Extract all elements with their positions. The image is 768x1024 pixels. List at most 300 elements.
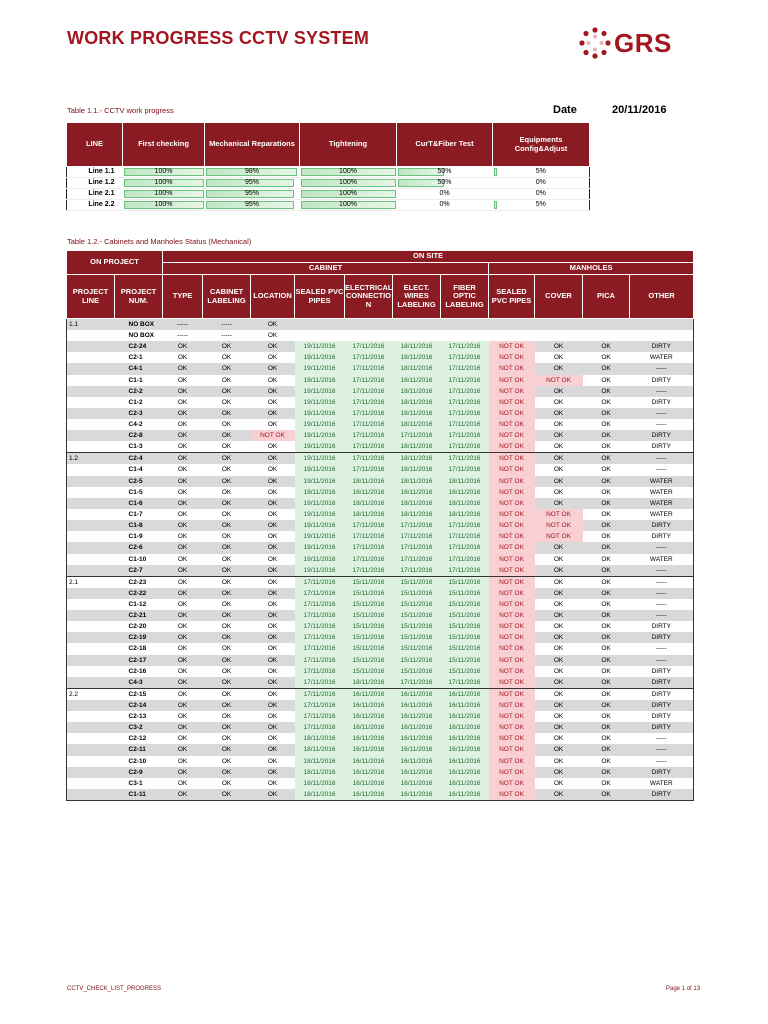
elect-wires-labeling-cell: 17/11/2016	[393, 531, 441, 542]
fiber-optic-labeling-cell: 17/11/2016	[441, 363, 489, 374]
project-line-cell	[67, 565, 115, 577]
cabinet-labeling-cell: OK	[203, 430, 251, 441]
manhole-sealed-pvc-cell: NOT OK	[489, 419, 535, 430]
cover-cell: OK	[535, 476, 583, 487]
cover-cell: OK	[553, 757, 564, 765]
status-row	[67, 565, 694, 577]
cabinet-labeling-cell: OK	[203, 363, 251, 374]
fiber-optic-labeling-cell: 17/11/2016	[441, 453, 489, 465]
sealed-pvc-date-cell: 19/11/2016	[295, 441, 345, 453]
status-row	[67, 700, 694, 711]
elect-wires-labeling-cell: 16/11/2016	[393, 789, 441, 801]
cabinet-labeling-cell: OK	[221, 398, 232, 406]
elect-wires-labeling-cell: 18/11/2016	[393, 476, 441, 487]
sealed-pvc-date-cell: 17/11/2016	[295, 666, 345, 677]
status-row	[67, 744, 694, 755]
other-cell: -----	[630, 565, 694, 577]
other-cell: -----	[630, 542, 694, 553]
status-row	[67, 688, 694, 700]
cabinet-labeling-cell: OK	[221, 511, 232, 519]
other-cell: -----	[630, 464, 694, 475]
project-num-cell: C2-10	[128, 757, 147, 765]
elect-wires-labeling-cell: 18/11/2016	[393, 453, 441, 465]
electrical-connection-cell: 15/11/2016	[345, 588, 393, 599]
manhole-sealed-pvc-cell: NOT OK	[489, 531, 535, 542]
progress-cell	[123, 189, 205, 200]
location-cell: OK	[251, 610, 295, 621]
table2-caption: Table 1.2.- Cabinets and Manholes Status (Mechanical)	[67, 237, 252, 246]
project-num-cell: C2-1	[128, 354, 143, 362]
cover-cell: OK	[535, 386, 583, 397]
project-num-cell: C2-24	[115, 341, 163, 352]
progress-row	[67, 189, 590, 200]
project-line-cell	[67, 509, 115, 520]
electrical-connection-cell: 17/11/2016	[345, 531, 393, 542]
project-line-cell	[67, 341, 115, 352]
status-row	[67, 319, 694, 331]
progress-value: 100%	[339, 168, 357, 175]
project-line-cell: 1.2	[67, 453, 115, 465]
cover-cell: OK	[553, 466, 564, 474]
progress-cell	[205, 178, 300, 189]
manhole-sealed-pvc-cell: NOT OK	[489, 520, 535, 531]
manhole-sealed-pvc-cell	[489, 330, 535, 341]
other-cell: WATER	[630, 554, 694, 565]
status-row	[67, 576, 694, 588]
elect-wires-labeling-cell: 15/11/2016	[393, 666, 441, 677]
fiber-optic-labeling-cell: 17/11/2016	[441, 397, 489, 408]
electrical-connection-cell: 18/11/2016	[345, 476, 393, 487]
type-cell: OK	[163, 655, 203, 666]
manhole-sealed-pvc-cell: NOT OK	[489, 375, 535, 386]
location-cell: OK	[251, 408, 295, 419]
sealed-pvc-date-cell: 19/11/2016	[295, 386, 345, 397]
project-line-cell	[67, 330, 115, 341]
manhole-sealed-pvc-cell: NOT OK	[489, 688, 535, 700]
type-cell: OK	[177, 488, 188, 496]
other-cell: DIRTY	[630, 767, 694, 778]
electrical-connection-cell: 18/11/2016	[345, 487, 393, 498]
other-cell: -----	[630, 576, 694, 588]
table1-col-header: First checking	[123, 123, 205, 167]
project-line-cell	[67, 352, 115, 363]
cover-cell: OK	[535, 722, 583, 733]
project-line-cell	[67, 375, 115, 386]
elect-wires-labeling-cell	[393, 319, 441, 331]
on-site-header: ON SITE	[163, 251, 694, 263]
pica-cell: OK	[583, 476, 630, 487]
elect-wires-labeling-cell	[393, 330, 441, 341]
project-line-cell	[67, 789, 115, 801]
fiber-optic-labeling-cell: 17/11/2016	[441, 554, 489, 565]
manhole-sealed-pvc-cell: NOT OK	[489, 643, 535, 654]
elect-wires-labeling-cell: 18/11/2016	[393, 509, 441, 520]
status-row	[67, 621, 694, 632]
elect-wires-labeling-cell: 15/11/2016	[393, 643, 441, 654]
other-cell: DIRTY	[630, 722, 694, 733]
electrical-connection-cell	[345, 319, 393, 331]
cover-cell: NOT OK	[535, 531, 583, 542]
other-cell	[630, 319, 694, 331]
project-num-cell: C1-12	[128, 600, 147, 608]
progress-table	[66, 122, 590, 211]
project-line-cell	[67, 767, 115, 778]
cover-cell: OK	[553, 779, 564, 787]
manhole-sealed-pvc-cell: NOT OK	[489, 610, 535, 621]
project-line-cell	[67, 441, 115, 453]
fiber-optic-labeling-cell: 15/11/2016	[441, 576, 489, 588]
status-row	[67, 531, 694, 542]
pica-cell: OK	[583, 655, 630, 666]
location-cell: OK	[267, 533, 278, 541]
location-cell: OK	[251, 688, 295, 700]
other-cell: WATER	[630, 509, 694, 520]
fiber-optic-labeling-cell: 18/11/2016	[441, 498, 489, 509]
location-cell: OK	[267, 488, 278, 496]
cover-cell: OK	[553, 667, 564, 675]
progress-cell	[397, 178, 493, 189]
electrical-connection-cell: 16/11/2016	[345, 700, 393, 711]
pica-cell: OK	[583, 722, 630, 733]
fiber-optic-labeling-cell: 17/11/2016	[441, 565, 489, 577]
sealed-pvc-date-cell: 19/11/2016	[295, 509, 345, 520]
type-cell: OK	[163, 386, 203, 397]
sealed-pvc-date-cell: 19/11/2016	[295, 430, 345, 441]
footer-page-number: Page 1 of 13	[666, 986, 701, 992]
electrical-connection-cell: 16/11/2016	[345, 711, 393, 722]
sealed-pvc-date-cell: 17/11/2016	[295, 643, 345, 654]
elect-wires-labeling-cell: 18/11/2016	[393, 386, 441, 397]
type-cell: OK	[163, 363, 203, 374]
elect-wires-labeling-cell: 16/11/2016	[393, 700, 441, 711]
project-line-cell	[67, 655, 115, 666]
project-num-cell: C2-6	[115, 542, 163, 553]
sealed-pvc-date-cell: 18/11/2016	[295, 756, 345, 767]
manhole-sealed-pvc-cell: NOT OK	[489, 487, 535, 498]
fiber-optic-labeling-cell: 16/11/2016	[441, 744, 489, 755]
table1-col-header: Equipments Config&Adjust	[493, 123, 590, 167]
sealed-pvc-date-cell: 19/11/2016	[295, 363, 345, 374]
project-num-cell: C2-22	[115, 588, 163, 599]
cabinet-labeling-cell: OK	[203, 408, 251, 419]
sealed-pvc-date-cell: 19/11/2016	[295, 419, 345, 430]
fiber-optic-labeling-cell: 18/11/2016	[441, 476, 489, 487]
electrical-connection-cell: 18/11/2016	[345, 677, 393, 689]
elect-wires-labeling-cell: 16/11/2016	[393, 711, 441, 722]
project-num-cell: C2-5	[115, 476, 163, 487]
cover-cell: OK	[535, 576, 583, 588]
electrical-connection-cell: 15/11/2016	[345, 621, 393, 632]
type-cell: OK	[163, 408, 203, 419]
cabinet-labeling-cell: OK	[221, 667, 232, 675]
project-num-cell: C2-15	[115, 688, 163, 700]
fiber-optic-labeling-cell: 18/11/2016	[441, 487, 489, 498]
project-num-cell: C2-23	[115, 576, 163, 588]
location-cell: OK	[267, 466, 278, 474]
progress-value: 5%	[535, 201, 546, 208]
manhole-sealed-pvc-cell: NOT OK	[489, 778, 535, 789]
elect-wires-labeling-cell: 16/11/2016	[393, 778, 441, 789]
pica-cell: OK	[583, 789, 630, 801]
cover-cell: OK	[535, 542, 583, 553]
location-cell: OK	[267, 555, 278, 563]
electrical-connection-cell: 17/11/2016	[345, 397, 393, 408]
fiber-optic-labeling-cell: 17/11/2016	[441, 341, 489, 352]
progress-value: 100%	[339, 190, 357, 197]
elect-wires-labeling-cell: 18/11/2016	[393, 397, 441, 408]
project-num-cell: C2-4	[115, 453, 163, 465]
progress-cell	[300, 200, 397, 211]
location-cell: OK	[251, 363, 295, 374]
cover-cell: NOT OK	[535, 520, 583, 531]
progress-value: 100%	[339, 201, 357, 208]
other-cell: DIRTY	[630, 397, 694, 408]
project-num-cell: C1-7	[128, 511, 143, 519]
progress-value: 100%	[339, 179, 357, 186]
electrical-connection-cell: 17/11/2016	[345, 542, 393, 553]
progress-line-label: Line 2.2	[67, 200, 123, 211]
project-line-cell: 2.1	[67, 576, 115, 588]
electrical-connection-cell: 17/11/2016	[345, 464, 393, 475]
other-cell: -----	[630, 453, 694, 465]
project-line-cell	[67, 599, 115, 610]
project-num-cell: C4-2	[128, 421, 143, 429]
project-line-cell	[67, 744, 115, 755]
location-cell: OK	[267, 332, 278, 340]
table1-col-header: LINE	[67, 123, 123, 167]
location-cell: OK	[267, 421, 278, 429]
location-cell: OK	[267, 376, 278, 384]
fiber-optic-labeling-cell: 17/11/2016	[441, 520, 489, 531]
electrical-connection-cell: 17/11/2016	[345, 441, 393, 453]
cabinet-labeling-cell: OK	[203, 565, 251, 577]
pica-cell: OK	[583, 677, 630, 689]
project-num-cell: C1-11	[115, 789, 163, 801]
pica-cell: OK	[601, 398, 611, 406]
sealed-pvc-date-cell: 19/11/2016	[295, 453, 345, 465]
progress-cell	[300, 178, 397, 189]
table2-col-header: PROJECT NUM.	[115, 275, 163, 319]
cover-cell: OK	[553, 645, 564, 653]
cover-cell: OK	[535, 789, 583, 801]
project-num-cell: C3-1	[128, 779, 143, 787]
manhole-sealed-pvc-cell: NOT OK	[489, 711, 535, 722]
status-row	[67, 397, 694, 408]
electrical-connection-cell: 15/11/2016	[345, 643, 393, 654]
electrical-connection-cell: 16/11/2016	[345, 789, 393, 801]
fiber-optic-labeling-cell: 17/11/2016	[441, 441, 489, 453]
fiber-optic-labeling-cell: 16/11/2016	[441, 711, 489, 722]
location-cell: OK	[251, 542, 295, 553]
progress-line-label: Line 1.2	[67, 178, 123, 189]
location-cell: NOT OK	[251, 430, 295, 441]
project-num-cell: C4-1	[115, 363, 163, 374]
progress-value: 0%	[535, 190, 546, 197]
elect-wires-labeling-cell: 16/11/2016	[393, 688, 441, 700]
elect-wires-labeling-cell: 17/11/2016	[393, 430, 441, 441]
cabinet-labeling-cell: OK	[203, 655, 251, 666]
type-cell: OK	[163, 542, 203, 553]
table2-col-header: OTHER	[630, 275, 694, 319]
location-cell: OK	[251, 319, 295, 331]
status-row	[67, 341, 694, 352]
elect-wires-labeling-cell: 18/11/2016	[393, 363, 441, 374]
cabinet-labeling-cell: OK	[221, 645, 232, 653]
pica-cell: OK	[601, 735, 611, 743]
location-cell: OK	[251, 722, 295, 733]
cabinet-labeling-cell: -----	[221, 332, 232, 340]
cabinet-labeling-cell: OK	[221, 421, 232, 429]
cover-cell: OK	[535, 453, 583, 465]
table2-col-header: ELECT. WIRES LABELING	[393, 275, 441, 319]
status-row	[67, 588, 694, 599]
elect-wires-labeling-cell: 15/11/2016	[393, 588, 441, 599]
type-cell: OK	[177, 623, 188, 631]
pica-cell: OK	[583, 610, 630, 621]
other-cell: -----	[630, 599, 694, 610]
cabinet-labeling-cell: OK	[203, 453, 251, 465]
project-line-cell	[67, 733, 115, 744]
sealed-pvc-date-cell: 19/11/2016	[295, 487, 345, 498]
project-num-cell: C2-14	[115, 700, 163, 711]
status-row	[67, 509, 694, 520]
elect-wires-labeling-cell: 18/11/2016	[393, 464, 441, 475]
progress-cell	[205, 200, 300, 211]
progress-cell	[397, 167, 493, 178]
electrical-connection-cell: 17/11/2016	[345, 363, 393, 374]
sealed-pvc-date-cell: 19/11/2016	[295, 565, 345, 577]
elect-wires-labeling-cell: 18/11/2016	[393, 352, 441, 363]
electrical-connection-cell: 15/11/2016	[345, 666, 393, 677]
pica-cell	[583, 330, 630, 341]
sealed-pvc-date-cell: 17/11/2016	[295, 711, 345, 722]
progress-cell	[300, 189, 397, 200]
manhole-sealed-pvc-cell: NOT OK	[489, 498, 535, 509]
project-num-cell: NO BOX	[128, 332, 155, 340]
pica-cell: OK	[583, 565, 630, 577]
pica-cell: OK	[583, 767, 630, 778]
cover-cell: OK	[535, 744, 583, 755]
progress-cell	[300, 167, 397, 178]
electrical-connection-cell: 15/11/2016	[345, 655, 393, 666]
progress-value: 0%	[535, 179, 546, 186]
other-cell: WATER	[630, 487, 694, 498]
pica-cell: OK	[601, 667, 611, 675]
fiber-optic-labeling-cell: 16/11/2016	[441, 789, 489, 801]
sealed-pvc-date-cell: 19/11/2016	[295, 520, 345, 531]
manhole-sealed-pvc-cell: NOT OK	[489, 599, 535, 610]
project-num-cell: C2-20	[128, 623, 147, 631]
cover-cell: OK	[535, 498, 583, 509]
cabinet-labeling-cell: OK	[203, 610, 251, 621]
project-num-cell: C2-2	[115, 386, 163, 397]
fiber-optic-labeling-cell: 15/11/2016	[441, 632, 489, 643]
status-row	[67, 778, 694, 789]
fiber-optic-labeling-cell: 15/11/2016	[441, 655, 489, 666]
electrical-connection-cell: 17/11/2016	[345, 520, 393, 531]
pica-cell: OK	[583, 408, 630, 419]
fiber-optic-labeling-cell: 16/11/2016	[441, 756, 489, 767]
status-row	[67, 554, 694, 565]
other-cell: DIRTY	[630, 531, 694, 542]
project-num-cell: C2-17	[115, 655, 163, 666]
pica-cell: OK	[601, 779, 611, 787]
pica-cell: OK	[583, 632, 630, 643]
manhole-sealed-pvc-cell: NOT OK	[489, 554, 535, 565]
location-cell: OK	[251, 632, 295, 643]
status-row	[67, 767, 694, 778]
type-cell: OK	[177, 354, 188, 362]
status-row	[67, 722, 694, 733]
location-cell: OK	[251, 341, 295, 352]
pica-cell: OK	[583, 341, 630, 352]
status-row	[67, 408, 694, 419]
cabinet-labeling-cell: OK	[221, 600, 232, 608]
manhole-sealed-pvc-cell: NOT OK	[489, 476, 535, 487]
progress-line-label: Line 2.1	[67, 189, 123, 200]
type-cell: OK	[177, 779, 188, 787]
pica-cell: OK	[601, 533, 611, 541]
project-line-cell	[67, 363, 115, 374]
manholes-header: MANHOLES	[489, 263, 694, 275]
table1-caption: Table 1.1.- CCTV work progress	[67, 106, 174, 115]
location-cell: OK	[267, 623, 278, 631]
project-num-cell: NO BOX	[115, 319, 163, 331]
progress-line-label: Line 1.1	[67, 167, 123, 178]
cover-cell: OK	[535, 700, 583, 711]
status-row	[67, 666, 694, 677]
sealed-pvc-date-cell: 17/11/2016	[295, 599, 345, 610]
cabinet-labeling-cell: OK	[203, 789, 251, 801]
table2-col-header: SEALED PVC PIPES	[489, 275, 535, 319]
table2-col-header: ELECTRICAL CONNECTIO N	[345, 275, 393, 319]
location-cell: OK	[251, 498, 295, 509]
progress-cell	[205, 167, 300, 178]
elect-wires-labeling-cell: 18/11/2016	[393, 498, 441, 509]
cabinet-labeling-cell: OK	[203, 520, 251, 531]
cabinet-labeling-cell: OK	[203, 341, 251, 352]
electrical-connection-cell: 16/11/2016	[345, 733, 393, 744]
pica-cell: OK	[583, 363, 630, 374]
progress-value: 98%	[244, 168, 259, 175]
cover-cell: OK	[535, 632, 583, 643]
location-cell: OK	[251, 655, 295, 666]
cabinet-labeling-cell: OK	[203, 632, 251, 643]
cover-cell: OK	[535, 688, 583, 700]
footer-doc-name: CCTV_CHECK_LIST_PROGRESS	[67, 986, 162, 992]
project-num-cell: C3-2	[115, 722, 163, 733]
electrical-connection-cell: 17/11/2016	[345, 386, 393, 397]
location-cell: OK	[251, 744, 295, 755]
other-cell: WATER	[630, 476, 694, 487]
project-num-cell: C1-5	[128, 488, 143, 496]
other-cell: -----	[630, 643, 694, 654]
project-line-cell	[67, 531, 115, 542]
project-line-cell	[67, 643, 115, 654]
manhole-sealed-pvc-cell: NOT OK	[489, 453, 535, 465]
pica-cell: OK	[583, 744, 630, 755]
other-cell: WATER	[630, 778, 694, 789]
location-cell: OK	[267, 600, 278, 608]
project-line-cell	[67, 722, 115, 733]
elect-wires-labeling-cell: 17/11/2016	[393, 565, 441, 577]
fiber-optic-labeling-cell: 17/11/2016	[441, 430, 489, 441]
table2-col-header: COVER	[535, 275, 583, 319]
type-cell: OK	[177, 757, 188, 765]
project-num-cell: C1-1	[128, 376, 143, 384]
elect-wires-labeling-cell: 15/11/2016	[393, 621, 441, 632]
project-line-cell	[67, 554, 115, 565]
